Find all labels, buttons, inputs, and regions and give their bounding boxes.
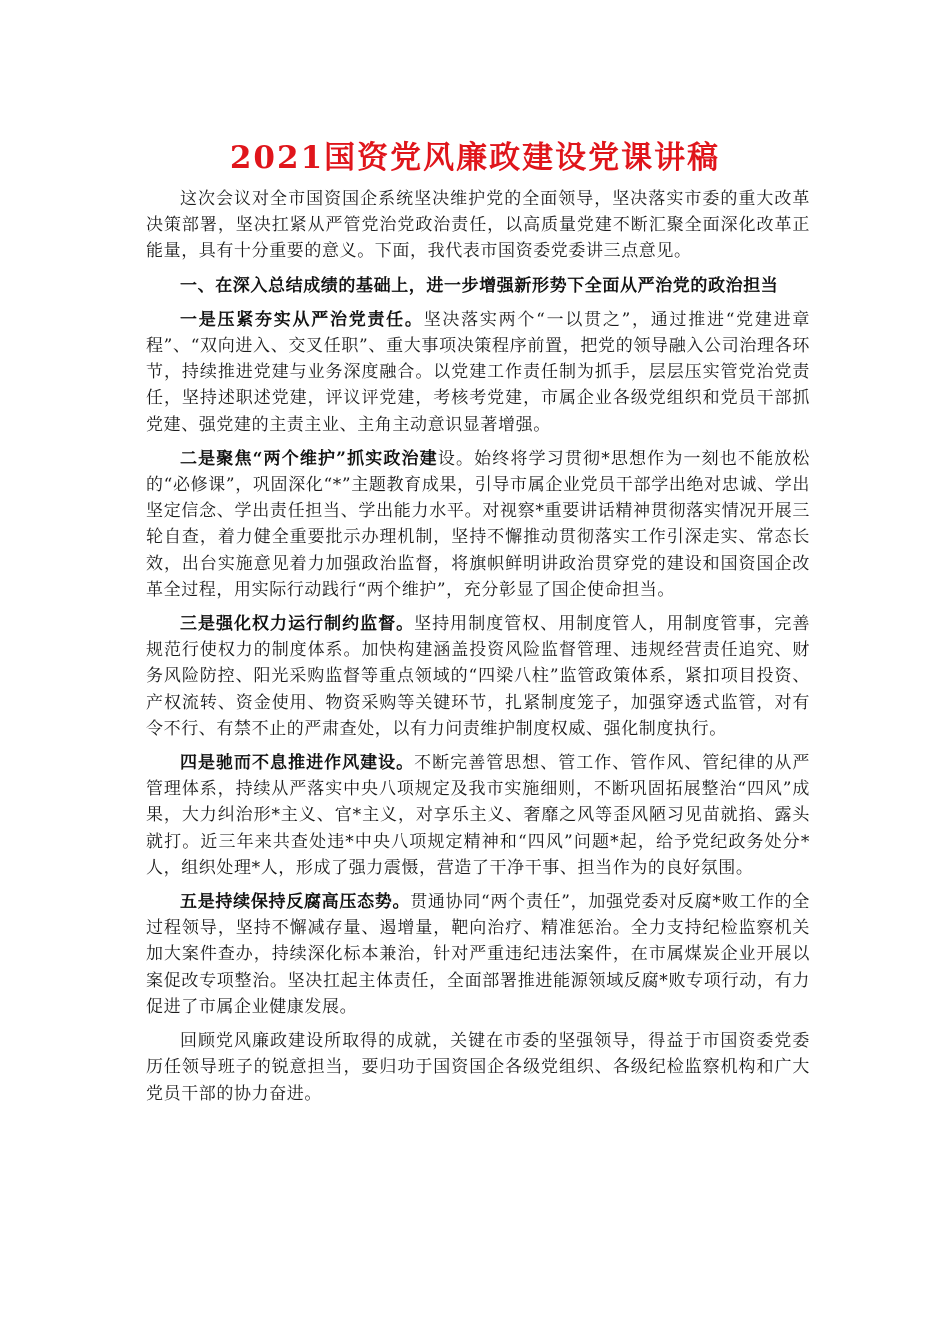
- section1-point-5: [146, 889, 810, 1020]
- closing-paragraph: 回顾党风廉政建设所取得的成就，关键在市委的坚强领导，得益于市国资委党委历任领导班子的锐意担当，要归功于国资国企各级党组织、各级纪检监察机构和广大党员干部的协力奋进。: [146, 1031, 810, 1104]
- intro-paragraph: 这次会议对全市国资国企系统坚决维护党的全面领导，坚决落实市委的重大改革决策部署，坚决扛紧从严管党治党政治责任，以高质量党建不断汇聚全面深化改革正能量，具有十分重要的意义。下面，我代表市国资委党委讲三点意见。: [146, 189, 810, 262]
- point-1-lead: 一是压紧夯实从严治党责任。: [180, 309, 424, 330]
- point-4-text: 不断完善管思想、管工作、管作风、管纪律的从严管理体系，持续从严落实中央八项规定及我市实施细则，不断巩固拓展整治“四风”成果，大力纠治形*主义、官*主义，对享乐主义、奢靡之风等歪风陋习见苗就掐、露头就打。近三年来共查处违*中央八项规定精神和“四风”问题*起，给予党纪政务处分*人，组织处理*人，形成了强力震慑，营造了干净干事、担当作为的良好氛围。: [146, 753, 810, 878]
- document-title: 2021国资党风廉政建设党课讲稿: [229, 140, 721, 176]
- point-3-lead: 三是强化权力运行制约监督。: [180, 614, 415, 635]
- point-1-text: 坚决落实两个“一以贯之”，通过推进“党建进章程”、“双向进入、交叉任职”、重大事项决策程序前置，把党的领导融入公司治理各环节，持续推进党建与业务深度融合。以党建工作责任制为抓手，层层压实管党治党责任，坚持述职述党建，评议评党建，考核考党建，市属企业各级党组织和党员干部抓党建、强党建的主责主业、主角主动意识显著增强。: [146, 309, 810, 435]
- point-2-text: 设。始终将学习贯彻*思想作为一刻也不能放松的“必修课”，巩固深化“*”主题教育成果，引导市属企业党员干部学出绝对忠诚、学出坚定信念、学出责任担当、学出能力水平。对视察*重要讲话精神贯彻落实情况开展三轮自查，着力健全重要批示办理机制，坚持不懈推动贯彻落实工作引深走实、常态长效，出台实施意见着力加强政治监督，将旗帜鲜明讲政治贯穿党的建设和国资国企改革全过程，用实际行动践行“两个维护”，充分彰显了国企使命担当。: [146, 448, 810, 600]
- section1-point-1: [146, 307, 810, 438]
- section1-point-3: [146, 611, 810, 742]
- document-body: [146, 186, 810, 1115]
- point-4-lead: 四是驰而不息推进作风建设。: [180, 753, 415, 774]
- point-3-text: 坚持用制度管权、用制度管人，用制度管事，完善规范行使权力的制度体系。加快构建涵盖投资风险监督管理、违规经营责任追究、财务风险防控、阳光采购监督等重点领域的“四梁八柱”监管政策体系，紧扣项目投资、产权流转、资金使用、物资采购等关键环节，扎紧制度笼子，加强穿透式监管，对有令不行、有禁不止的严肃查处，以有力问责维护制度权威、强化制度执行。: [146, 614, 810, 739]
- section1-point-4: [146, 750, 810, 881]
- section-heading-1: 一、在深入总结成绩的基础上，进一步增强新形势下全面从严治党的政治担当: [180, 275, 779, 296]
- point-2-lead: 二是聚焦“两个维护”抓实政治建: [180, 448, 438, 469]
- point-5-lead: 五是持续保持反腐高压态势。: [180, 892, 411, 913]
- point-5-text: 贯通协同“两个责任”，加强党委对反腐*败工作的全过程领导，坚持不懈减存量、遏增量，靶向治疗、精准惩治。全力支持纪检监察机关加大案件查办，持续深化标本兼治，针对严重违纪违法案件，在市属煤炭企业开展以案促改专项整治。坚决扛起主体责任，全面部署推进能源领域反腐*败专项行动，有力促进了市属企业健康发展。: [146, 892, 810, 1017]
- section1-point-2: [146, 446, 810, 603]
